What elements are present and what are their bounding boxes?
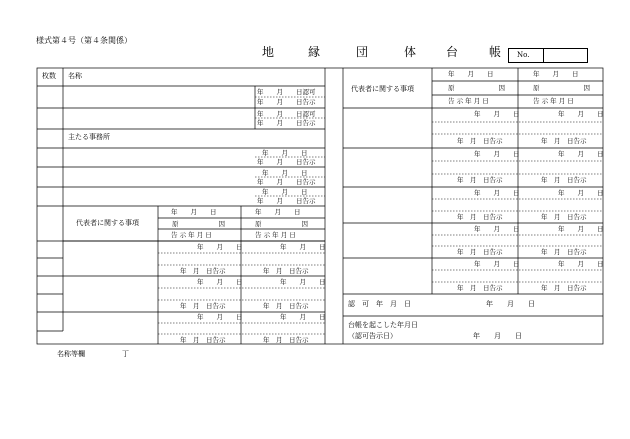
- right-row1-date-a: 年 月 日: [474, 110, 520, 118]
- ledger-date-value: 年 月 日: [473, 332, 522, 340]
- right-rep-date-b: 年 月 日: [533, 70, 579, 78]
- left-row1-notice-b: 年 月 日告示: [263, 267, 309, 275]
- left-reason-a: 原 因: [172, 220, 225, 228]
- cho-label: 丁: [122, 350, 129, 358]
- left-row2-date-b: 年 月 日: [280, 278, 326, 286]
- left-row1-date-b: 年 月 日: [280, 243, 326, 251]
- left-row1-notice-a: 年 月 日告示: [180, 267, 226, 275]
- left-row3-notice-a: 年 月 日告示: [180, 336, 226, 344]
- notice-date-1: 年 月 日告示: [257, 98, 316, 106]
- title-char-1: 地: [262, 45, 275, 59]
- right-rep-label: 代表者に関する事項: [351, 85, 414, 93]
- left-row2-date-a: 年 月 日: [197, 278, 243, 286]
- left-row2-notice-a: 年 月 日告示: [180, 302, 226, 310]
- left-row3-date-a: 年 月 日: [197, 313, 243, 321]
- principal-office-label: 主たる事務所: [68, 133, 110, 141]
- title-char-2: 縁: [308, 45, 321, 59]
- approval-date-label: 認 可 年 月 日: [348, 300, 411, 308]
- name-field-label: 名称等欄: [57, 350, 85, 358]
- right-row5-date-b: 年 月 日: [558, 260, 604, 268]
- right-row3-notice-a: 年 月 日告示: [457, 213, 503, 221]
- title-char-5: 台: [446, 45, 459, 59]
- office-notice-1: 年 月 日告示: [257, 158, 316, 166]
- right-row1-notice-a: 年 月 日告示: [457, 137, 503, 145]
- right-row4-date-a: 年 月 日: [474, 225, 520, 233]
- notice-date-2: 年 月 日告示: [257, 119, 316, 127]
- number-label: No.: [517, 51, 530, 59]
- right-row3-date-a: 年 月 日: [474, 189, 520, 197]
- title-char-6: 帳: [489, 45, 502, 59]
- office-notice-3: 年 月 日告示: [257, 197, 316, 205]
- right-reason-a: 原 因: [448, 84, 505, 92]
- right-row2-date-b: 年 月 日: [558, 150, 604, 158]
- right-row2-notice-a: 年 月 日告示: [457, 176, 503, 184]
- approval-date-2: 年 月 日認可: [257, 110, 316, 118]
- right-row5-notice-b: 年 月 日告示: [541, 284, 587, 292]
- right-rep-date-a: 年 月 日: [448, 70, 494, 78]
- name-column-header: 名称: [68, 72, 82, 80]
- title-char-4: 体: [404, 45, 417, 59]
- left-rep-date-b: 年 月 日: [255, 208, 301, 216]
- right-row1-date-b: 年 月 日: [558, 110, 604, 118]
- left-row3-notice-b: 年 月 日告示: [263, 336, 309, 344]
- left-row3-date-b: 年 月 日: [280, 313, 326, 321]
- count-column-header: 枚数: [42, 72, 56, 80]
- right-reason-b: 原 因: [533, 84, 590, 92]
- left-reason-b: 原 因: [255, 220, 308, 228]
- right-notice-prefix-b: 告 示 年 月 日: [533, 97, 574, 105]
- office-notice-2: 年 月 日告示: [257, 178, 316, 186]
- left-notice-prefix-b: 告 示 年 月 日: [255, 231, 296, 239]
- left-row1-date-a: 年 月 日: [197, 243, 243, 251]
- right-row4-date-b: 年 月 日: [558, 225, 604, 233]
- approval-date-value: 年 月 日: [486, 300, 535, 308]
- right-row5-notice-a: 年 月 日告示: [457, 284, 503, 292]
- right-row4-notice-a: 年 月 日告示: [457, 248, 503, 256]
- left-rep-label: 代表者に関する事項: [76, 219, 139, 227]
- right-notice-prefix-a: 告 示 年 月 日: [448, 97, 489, 105]
- right-row4-notice-b: 年 月 日告示: [541, 248, 587, 256]
- office-date-1: 年 月 日: [262, 149, 308, 157]
- right-row2-notice-b: 年 月 日告示: [541, 176, 587, 184]
- left-row2-notice-b: 年 月 日告示: [263, 302, 309, 310]
- right-row3-notice-b: 年 月 日告示: [541, 213, 587, 221]
- right-row3-date-b: 年 月 日: [558, 189, 604, 197]
- ledger-date-label: 台帳を起こした年月日: [348, 321, 418, 329]
- right-row5-date-a: 年 月 日: [474, 260, 520, 268]
- right-row2-date-a: 年 月 日: [474, 150, 520, 158]
- ledger-date-sublabel: （認可告示日）: [348, 332, 397, 340]
- office-date-2: 年 月 日: [262, 169, 308, 177]
- left-notice-prefix-a: 告 示 年 月 日: [171, 231, 212, 239]
- title-char-3: 団: [356, 45, 369, 59]
- right-row1-notice-b: 年 月 日告示: [541, 137, 587, 145]
- approval-date-1: 年 月 日認可: [257, 88, 316, 96]
- left-rep-date-a: 年 月 日: [171, 208, 217, 216]
- office-date-3: 年 月 日: [262, 188, 308, 196]
- form-label: 様式第４号（第４条関係）: [36, 36, 132, 45]
